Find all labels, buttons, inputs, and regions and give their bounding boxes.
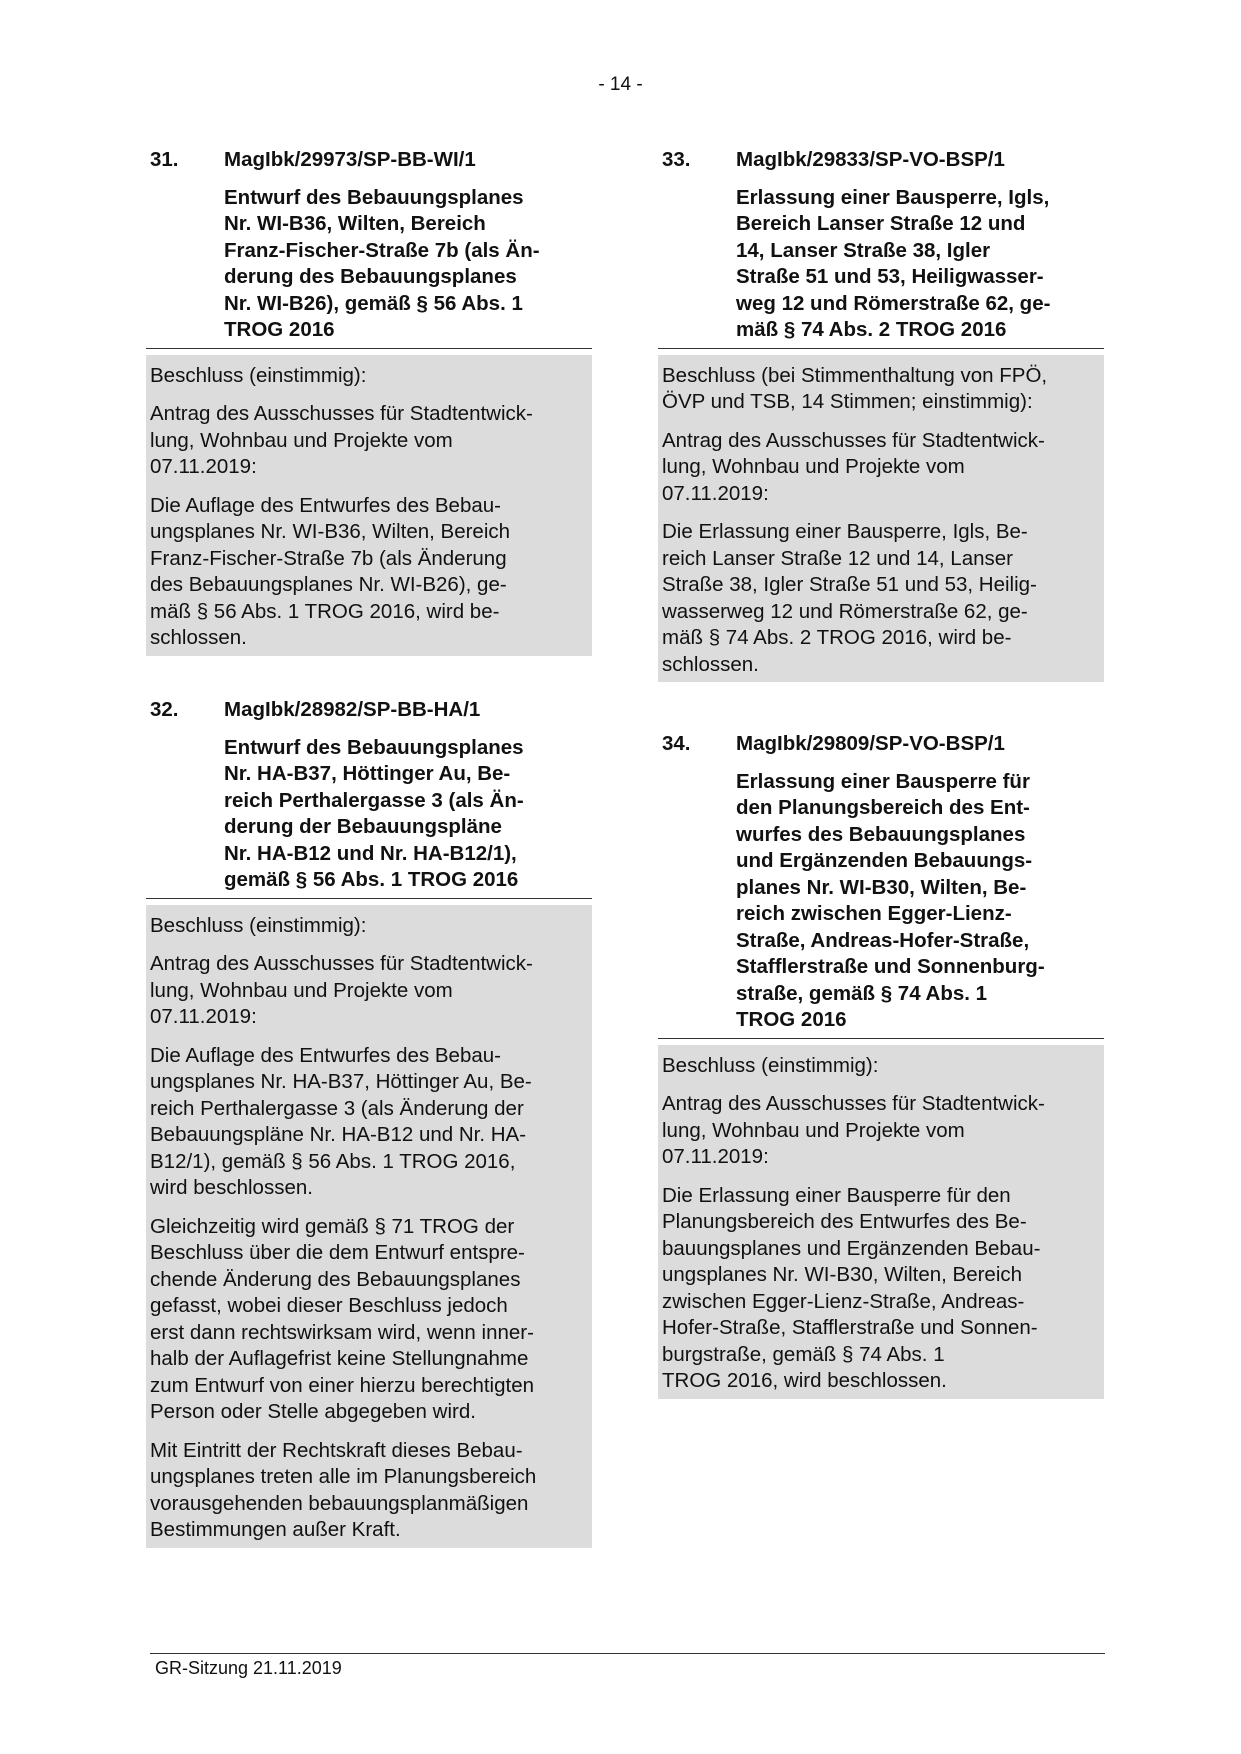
- item-number: 33.: [662, 148, 691, 171]
- resolution-text: Mit Eintritt der Rechtskraft dieses Bebau- ungsplanes treten alle im Planungsbereich vorausgehenden bebauungsplanmäßigen Bestimmungen außer Kraft.: [150, 1438, 537, 1541]
- item-resolution-box: [658, 1045, 1104, 1399]
- item-resolution-box: [146, 355, 592, 656]
- resolution-text: Die Erlassung einer Bausperre, Igls, Be- reich Lanser Straße 12 und 14, Lanser Straße 38, Igler Straße 51 und 53, Heilig- wasserweg 12 und Römerstraße 62, ge- mäß § 74 Abs. 2 TROG 2016, wird be- schlossen.: [662, 520, 1037, 676]
- item-header: [658, 731, 1104, 1039]
- motion-text: Antrag des Ausschusses für Stadtentwick- lung, Wohnbau und Projekte vom 07.11.2019:: [150, 402, 533, 478]
- agenda-item-33: [658, 147, 1104, 682]
- resolution-label: Beschluss (bei Stimmenthaltung von FPÖ, ÖVP und TSB, 14 Stimmen; einstimmig):: [662, 363, 1048, 413]
- resolution-text: Gleichzeitig wird gemäß § 71 TROG der Beschluss über die dem Entwurf entspre- chende Änderung des Bebauungsplanes gefasst, wobei dieser Beschluss jedoch erst dann rechtswirksam wird, wenn inner- halb der Auflagefrist keine Stellungnahme zum Entwurf von einer hierzu berechtigten Person oder Stelle abgegeben wird.: [150, 1214, 535, 1423]
- item-reference: MagIbk/29973/SP-BB-WI/1: [224, 148, 476, 171]
- resolution-text: Die Auflage des Entwurfes des Bebau- ungsplanes Nr. HA-B37, Höttinger Au, Be- reich Perthalergasse 3 (als Änderung der Bebauungspläne Nr. HA-B12 und Nr. HA- B12/1), gemäß § 56 Abs. 1 TROG 2016, wird beschlossen.: [150, 1043, 532, 1199]
- item-title: Entwurf des Bebauungsplanes Nr. HA-B37, Höttinger Au, Be- reich Perthalergasse 3 (als Än- derung der Bebauungspläne Nr. HA-B12 und Nr. HA-B12/1), gemäß § 56 Abs. 1 TROG 2016: [224, 735, 524, 891]
- motion-text: Antrag des Ausschusses für Stadtentwick- lung, Wohnbau und Projekte vom 07.11.2019:: [662, 428, 1045, 505]
- motion-text: Antrag des Ausschusses für Stadtentwick- lung, Wohnbau und Projekte vom 07.11.2019:: [150, 952, 533, 1028]
- page-number: - 14 -: [598, 74, 643, 95]
- item-resolution-box: [658, 355, 1104, 683]
- item-number: 34.: [662, 732, 691, 755]
- agenda-item-34: [658, 731, 1104, 1399]
- resolution-label: Beschluss (einstimmig):: [662, 1053, 879, 1077]
- item-header: [658, 147, 1104, 349]
- resolution-text: Die Erlassung einer Bausperre für den Planungsbereich des Entwurfes des Be- bauungsplanes und Ergänzenden Bebau- ungsplanes Nr. WI-B30, Wilten, Bereich zwischen Egger-Lienz-Straße, Andreas- Hofer-Straße, Stafflerstraße und Sonnen- burgstraße, gemäß § 74 Abs. 1 TROG 2016, wird beschlossen.: [662, 1183, 1041, 1392]
- resolution-text: Die Auflage des Entwurfes des Bebau- ungsplanes Nr. WI-B36, Wilten, Bereich Franz-Fischer-Straße 7b (als Änderung des Bebauungsplanes Nr. WI-B26), ge- mäß § 56 Abs. 1 TROG 2016, wird be- schlossen.: [150, 493, 511, 649]
- item-reference: MagIbk/28982/SP-BB-HA/1: [224, 698, 481, 721]
- agenda-item-32: [146, 697, 592, 1548]
- item-header: [146, 697, 592, 899]
- item-reference: MagIbk/29833/SP-VO-BSP/1: [736, 148, 1005, 171]
- footer-divider: [150, 1653, 1105, 1654]
- motion-text: Antrag des Ausschusses für Stadtentwick- lung, Wohnbau und Projekte vom 07.11.2019:: [662, 1092, 1045, 1168]
- item-title: Erlassung einer Bausperre für den Planungsbereich des Ent- wurfes des Bebauungsplanes und Ergänzenden Bebauungs- planes Nr. WI-B30, Wilten, Be- reich zwischen Egger-Lienz- Straße, Andreas-Hofer-Straße, Stafflerstraße und Sonnenburg- straße, gemäß § 74 Abs. 1 TROG 2016: [736, 769, 1045, 1031]
- item-title: Entwurf des Bebauungsplanes Nr. WI-B36, Wilten, Bereich Franz-Fischer-Straße 7b (als Än- derung des Bebauungsplanes Nr. WI-B26), gemäß § 56 Abs. 1 TROG 2016: [224, 185, 540, 341]
- agenda-item-31: [146, 147, 592, 656]
- item-number: 31.: [150, 148, 179, 171]
- resolution-label: Beschluss (einstimmig):: [150, 913, 367, 937]
- item-number: 32.: [150, 698, 179, 721]
- item-header: [146, 147, 592, 349]
- footer-session-date: GR-Sitzung 21.11.2019: [155, 1658, 342, 1678]
- item-title: Erlassung einer Bausperre, Igls, Bereich Lanser Straße 12 und 14, Lanser Straße 38, Igler Straße 51 und 53, Heiligwasser- weg 12 und Römerstraße 62, ge- mäß § 74 Abs. 2 TROG 2016: [736, 185, 1051, 341]
- resolution-label: Beschluss (einstimmig):: [150, 363, 367, 387]
- item-reference: MagIbk/29809/SP-VO-BSP/1: [736, 732, 1005, 755]
- item-resolution-box: [146, 905, 592, 1548]
